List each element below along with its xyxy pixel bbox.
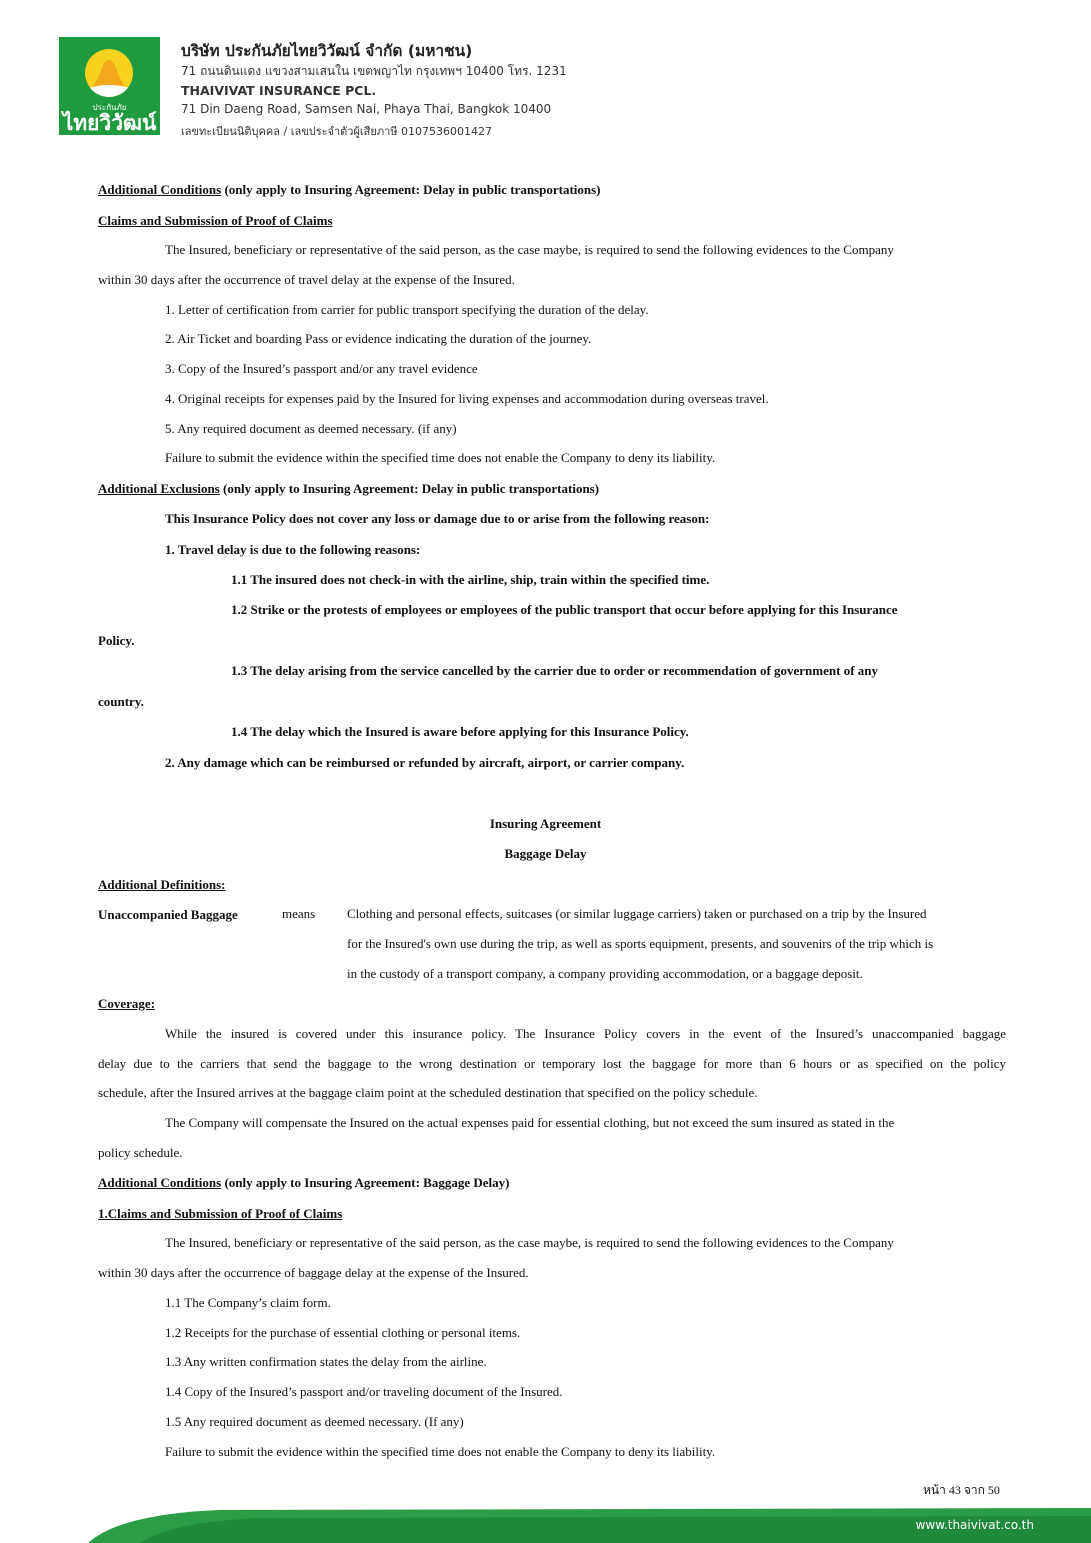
logo-name: ไทยวิวัฒน์: [62, 111, 157, 135]
company-logo: [59, 37, 160, 135]
claims-heading: Claims and Submission of Proof of Claims: [98, 213, 333, 228]
list-item: 1. Travel delay is due to the following reasons:: [165, 542, 421, 557]
list-item: 1.3 Any written confirmation states the delay from the airline.: [165, 1354, 487, 1369]
logo-sun-icon: [85, 49, 133, 97]
coverage-heading: Coverage:: [98, 996, 156, 1011]
exclusions-intro: This Insurance Policy does not cover any loss or damage due to or arise from the following reason:: [165, 511, 710, 526]
list-item: 1. Letter of certification from carrier for public transport specifying the duration of the delay.: [165, 302, 649, 317]
paragraph-line: The Insured, beneficiary or representative of the said person, as the case maybe, is required to send the following evidences to the Company: [165, 1235, 894, 1250]
registration-number: เลขทะเบียนนิติบุคคล / เลขประจำตัวผู้เสียภาษี 0107536001427: [181, 125, 492, 138]
list-item: 1.4 The delay which the Insured is aware before applying for this Insurance Policy.: [231, 724, 689, 739]
list-item: 2. Any damage which can be reimbursed or refunded by aircraft, airport, or carrier company.: [165, 755, 685, 770]
definitions-heading: Additional Definitions:: [98, 877, 226, 892]
paragraph-line: delay due to the carriers that send the baggage to the wrong destination or temporary lost the baggage for more than 6 hours or as specified on the policy: [98, 1056, 1006, 1071]
agreement-title: Insuring Agreement: [489, 816, 602, 831]
paragraph-line: within 30 days after the occurrence of travel delay at the expense of the Insured.: [98, 272, 515, 287]
address-en: 71 Din Daeng Road, Samsen Nai, Phaya Thai, Bangkok 10400: [181, 102, 552, 116]
claims-heading: 1.Claims and Submission of Proof of Claims: [98, 1206, 343, 1221]
list-item: 1.1 The Company’s claim form.: [165, 1295, 331, 1310]
list-item: 1.1 The insured does not check-in with the airline, ship, train within the specified time.: [231, 572, 710, 587]
list-item: 4. Original receipts for expenses paid by the Insured for living expenses and accommodation during overseas travel.: [165, 391, 769, 406]
list-item: 1.2 Strike or the protests of employees or employees of the public transport that occur before applying for this Insurance: [231, 602, 898, 617]
definition-line: in the custody of a transport company, a company providing accommodation, or a baggage deposit.: [347, 966, 863, 981]
paragraph-line: Failure to submit the evidence within the specified time does not enable the Company to deny its liability.: [165, 1444, 716, 1459]
paragraph-line: schedule, after the Insured arrives at the baggage claim point at the scheduled destination that specified on the policy schedule.: [98, 1085, 758, 1100]
list-item: 1.5 Any required document as deemed necessary. (If any): [165, 1414, 464, 1429]
footer-url[interactable]: www.thaivivat.co.th: [915, 1518, 1034, 1532]
section-heading: Additional Conditions (only apply to Insuring Agreement: Baggage Delay): [98, 1175, 510, 1190]
list-item: 1.4 Copy of the Insured’s passport and/or traveling document of the Insured.: [165, 1384, 563, 1399]
page-number: หน้า 43 จาก 50: [923, 1483, 1000, 1497]
exclusions-heading: Additional Exclusions (only apply to Insuring Agreement: Delay in public transportations): [98, 481, 600, 496]
paragraph-line: within 30 days after the occurrence of baggage delay at the expense of the Insured.: [98, 1265, 529, 1280]
list-item-continued: country.: [98, 694, 144, 709]
company-name-en: THAIVIVAT INSURANCE PCL.: [181, 83, 377, 98]
paragraph-line: While the insured is covered under this insurance policy. The Insurance Policy covers in the event of the Insured’s unaccompanied baggage: [165, 1026, 1006, 1041]
definition-means: means: [282, 906, 316, 921]
paragraph-line: policy schedule.: [98, 1145, 183, 1160]
address-th: 71 ถนนดินแดง แขวงสามเสนใน เขตพญาไท กรุงเทพฯ 10400 โทร. 1231: [181, 64, 567, 78]
list-item: 3. Copy of the Insured’s passport and/or any travel evidence: [165, 361, 478, 376]
logo-small-text: ประกันภัย: [92, 103, 127, 112]
footer-band: [0, 1508, 1091, 1543]
agreement-subtitle: Baggage Delay: [504, 846, 587, 861]
list-item: 1.2 Receipts for the purchase of essential clothing or personal items.: [165, 1325, 521, 1340]
definition-line: Clothing and personal effects, suitcases (or similar luggage carriers) taken or purchased on a trip by the Insured: [347, 906, 927, 921]
list-item-continued: Policy.: [98, 633, 135, 648]
paragraph-line: The Insured, beneficiary or representative of the said person, as the case maybe, is required to send the following evidences to the Company: [165, 242, 894, 257]
company-name-th: บริษัท ประกันภัยไทยวิวัฒน์ จำกัด (มหาชน): [181, 42, 473, 60]
list-item: 2. Air Ticket and boarding Pass or evidence indicating the duration of the journey.: [165, 331, 592, 346]
paragraph-line: The Company will compensate the Insured on the actual expenses paid for essential clothing, but not exceed the sum insured as stated in the: [165, 1115, 895, 1130]
list-item: 1.3 The delay arising from the service cancelled by the carrier due to order or recommendation of government of any: [231, 663, 879, 678]
definition-line: for the Insured's own use during the trip, as well as sports equipment, presents, and souvenirs of the trip which is: [347, 936, 934, 951]
section-heading: Additional Conditions (only apply to Insuring Agreement: Delay in public transportations): [98, 182, 601, 197]
list-item: 5. Any required document as deemed necessary. (if any): [165, 421, 457, 436]
definition-term: Unaccompanied Baggage: [98, 907, 238, 922]
paragraph-line: Failure to submit the evidence within the specified time does not enable the Company to deny its liability.: [165, 450, 716, 465]
